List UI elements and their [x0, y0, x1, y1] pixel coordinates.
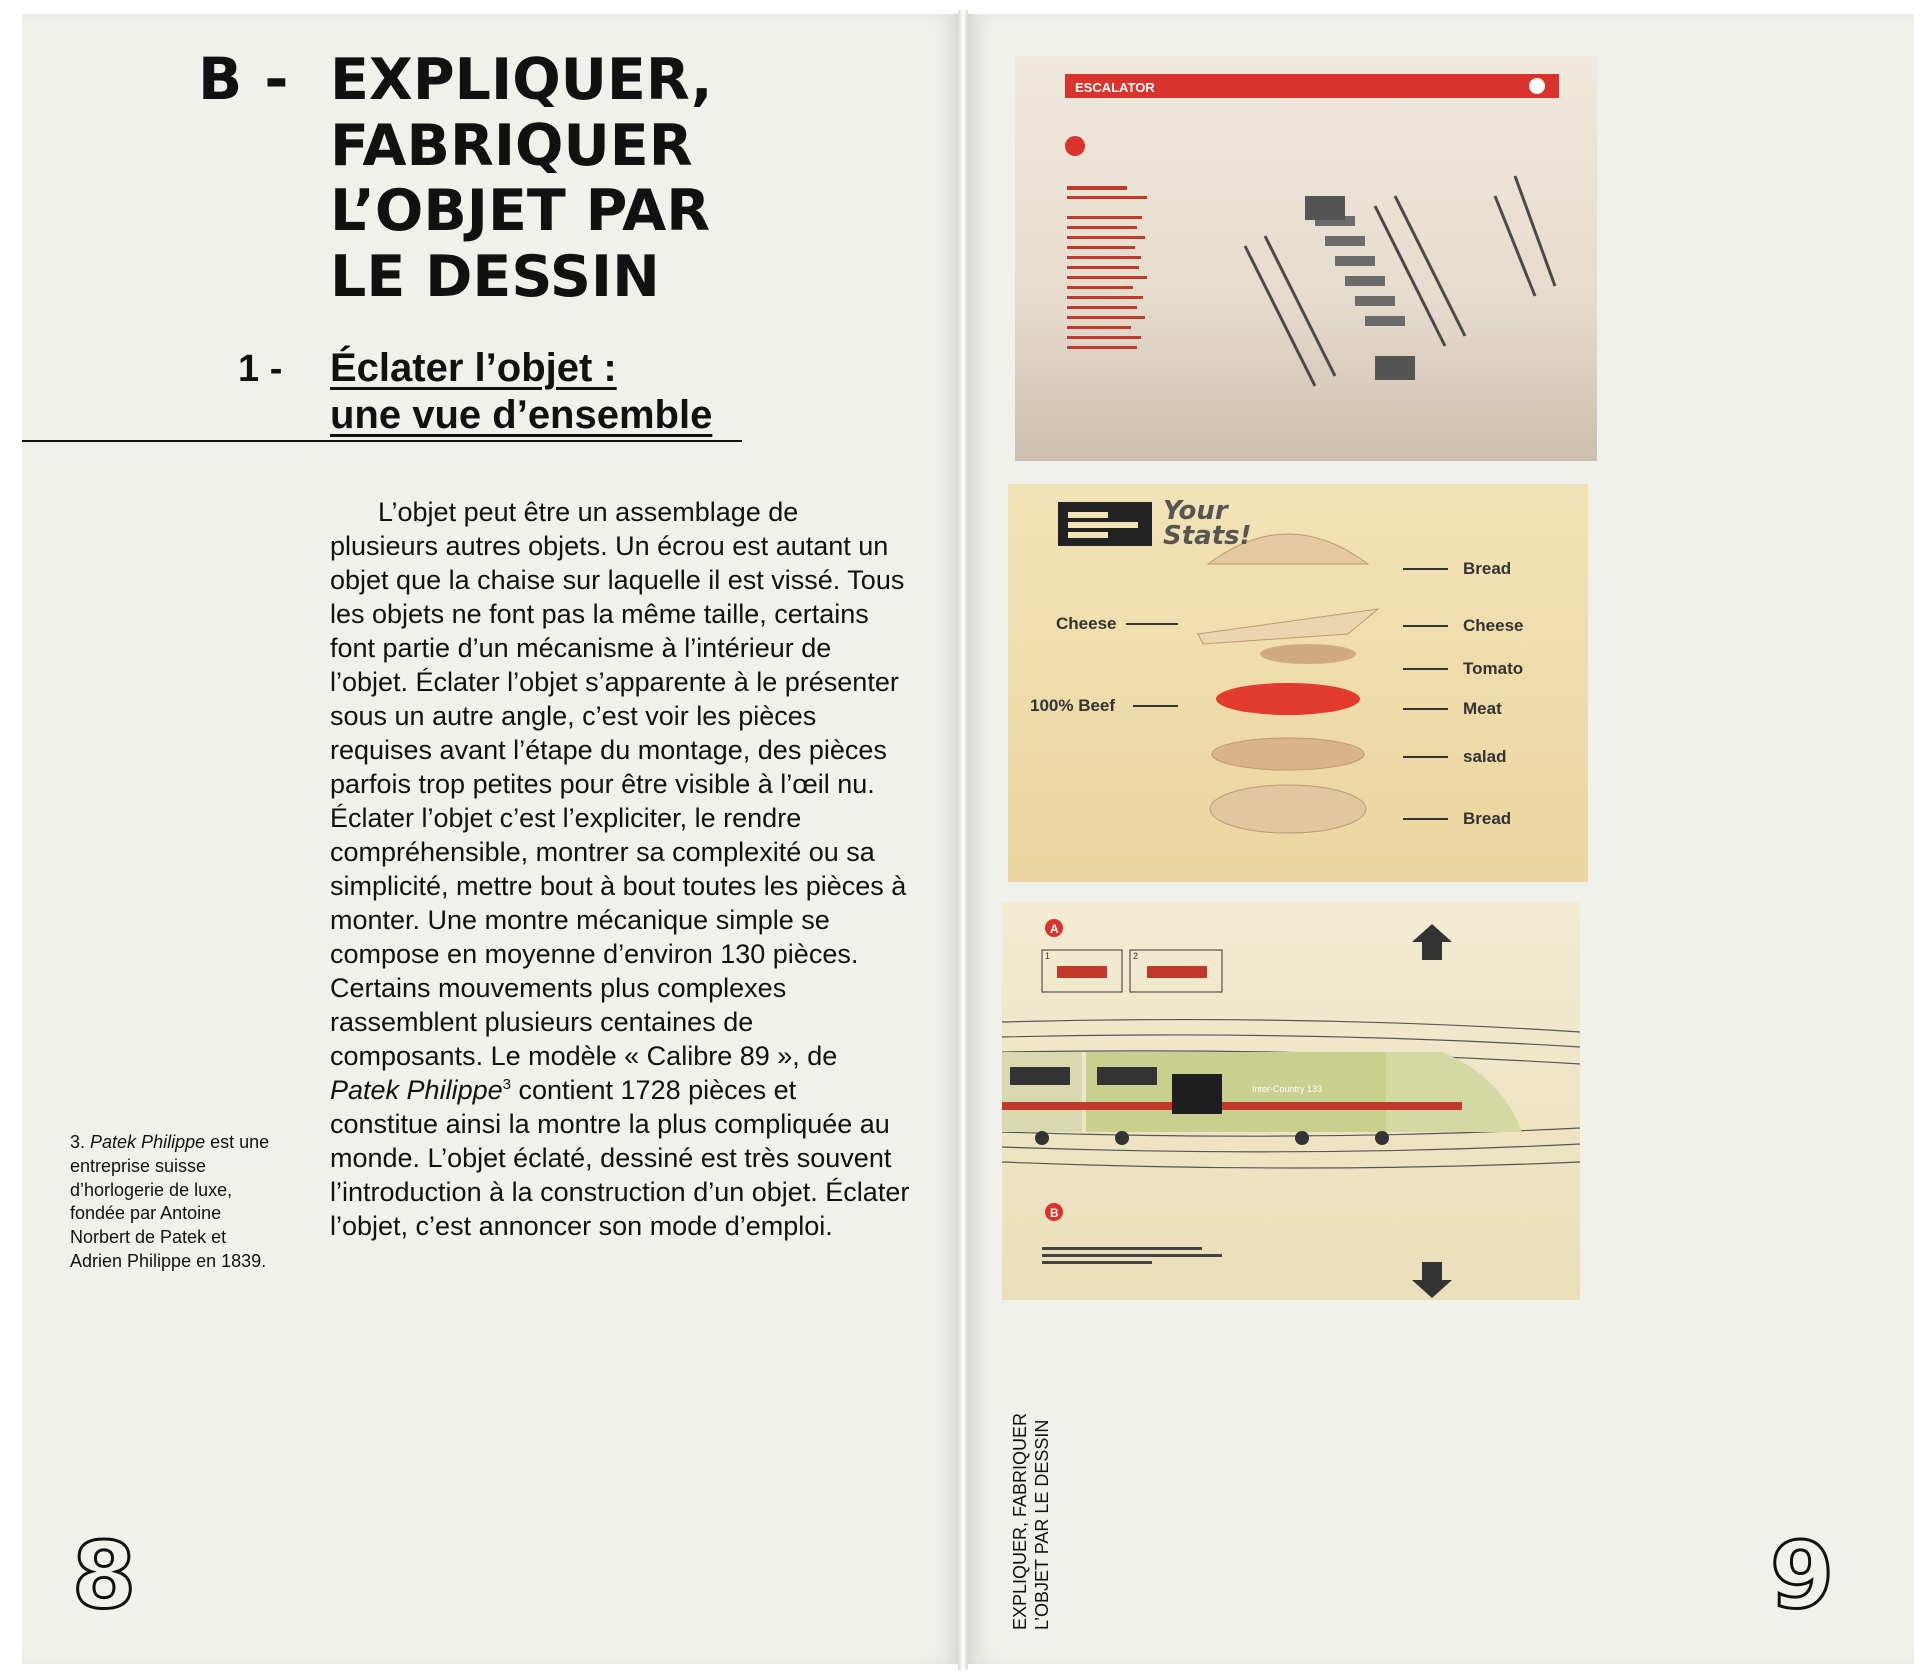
escalator-parts: [1245, 176, 1555, 386]
running-head: [1010, 1413, 1053, 1630]
label-bread-bottom: Bread: [1463, 809, 1512, 828]
burger-title: [1163, 496, 1252, 551]
page-number-right: 9: [1770, 1522, 1835, 1629]
svg-text:A: A: [1050, 922, 1059, 936]
burger-title-line: Your: [1163, 496, 1228, 526]
svg-text:1: 1: [1045, 951, 1051, 961]
page-number-left: 8: [72, 1522, 137, 1629]
svg-text:2: 2: [1133, 951, 1139, 961]
section-title-line: FABRIQUER: [330, 112, 693, 179]
subsection-title-line: Éclater l’objet :: [330, 346, 617, 390]
escalator-exploded-illustration: [1015, 56, 1597, 461]
bread-bottom: [1210, 785, 1366, 833]
body-paragraph: [330, 495, 910, 1243]
burger-exploded-illustration: [1008, 484, 1588, 882]
train-drawing: [1002, 902, 1580, 1300]
tomato-slice: [1260, 644, 1356, 664]
svg-text:B: B: [1050, 1206, 1059, 1220]
meat-patty: [1216, 683, 1360, 715]
train-caption-lines: [1042, 1247, 1222, 1264]
subsection-title-line: une vue d’ensemble: [330, 393, 713, 438]
footnote-reference: 3: [502, 1076, 511, 1094]
body-text-part2: contient 1728 pièces et constitue ainsi la montre la plus compliquée au monde. L’objet éclaté, dessiné est très souvent l’introduction à la construction d’un objet. Éclater l’objet, c’est annoncer son mode d’emploi.: [330, 1075, 910, 1242]
escalator-header-text: ESCALATOR: [1075, 80, 1155, 95]
label-beef: 100% Beef: [1030, 696, 1116, 715]
escalator-logo-icon: [1529, 78, 1545, 94]
section-letter: B -: [198, 45, 290, 113]
section-title-line: L’OBJET PAR: [330, 178, 711, 245]
label-bread-top: Bread: [1463, 559, 1512, 578]
footnote-brand: Patek Philippe: [90, 1132, 206, 1152]
arrow-down-icon: [1412, 1262, 1452, 1298]
footnote-number: 3.: [70, 1132, 86, 1152]
escalator-drawing: [1015, 56, 1597, 461]
section-title-line: EXPLIQUER,: [330, 47, 713, 113]
subsection-title: [330, 345, 712, 439]
salad-layer: [1212, 738, 1364, 770]
arrow-up-icon: [1412, 924, 1452, 960]
label-meat: Meat: [1463, 699, 1502, 718]
section-title: [330, 48, 850, 310]
escalator-brand-logo-icon: [1065, 136, 1085, 156]
section-rule: [22, 440, 742, 442]
train-body: [1002, 1052, 1522, 1145]
section-title-line: LE DESSIN: [330, 243, 660, 310]
train-aerodynamics-illustration: [1002, 902, 1580, 1300]
escalator-spec-list: [1067, 186, 1147, 349]
label-salad: salad: [1463, 747, 1507, 766]
subsection-number: 1 -: [238, 348, 283, 390]
running-head-line: EXPLIQUER, FABRIQUER: [1010, 1412, 1030, 1630]
burger-title-line: Stats!: [1163, 520, 1252, 551]
cheese-slice: [1198, 609, 1378, 644]
body-brand-name: Patek Philippe: [330, 1075, 503, 1106]
footnote: [70, 1131, 280, 1274]
train-livery-text: Inter-Country 133: [1252, 1084, 1323, 1094]
label-cheese-right: Cheese: [1463, 616, 1524, 635]
footnote-text: est une entreprise suisse d’horlogerie de luxe, fondée par Antoine Norbert de Patek et Adrien Philippe en 1839.: [70, 1132, 270, 1271]
body-text-part1: L’objet peut être un assemblage de plusieurs autres objets. Un écrou est autant un objet que la chaise sur laquelle il est vissé. Tous les objets ne font pas la même taille, certains font partie d’un mécanisme à l’intérieur de l’objet. Éclater l’objet s’apparente à le présenter sous un autre angle, c’est voir les pièces requises avant l’étape du montage, des pièces parfois trop petites pour être visible à l’œil nu. Éclater l’objet c’est l’expliciter, le rendre compréhensible, montrer sa complexité ou sa simplicité, mettre bout à bout toutes les pièces à monter. Une montre mécanique simple se compose en moyenne d’environ 130 pièces. Certains mouvements plus complexes rassemblent plusieurs centaines de composants. Le modèle « Calibre 89 », de: [330, 497, 907, 1072]
running-head-line: L’OBJET PAR LE DESSIN: [1031, 1419, 1052, 1630]
label-cheese-left: Cheese: [1056, 614, 1117, 633]
book-gutter: [958, 10, 968, 1670]
escalator-steps: [1305, 196, 1415, 380]
label-tomato: Tomato: [1463, 659, 1524, 678]
